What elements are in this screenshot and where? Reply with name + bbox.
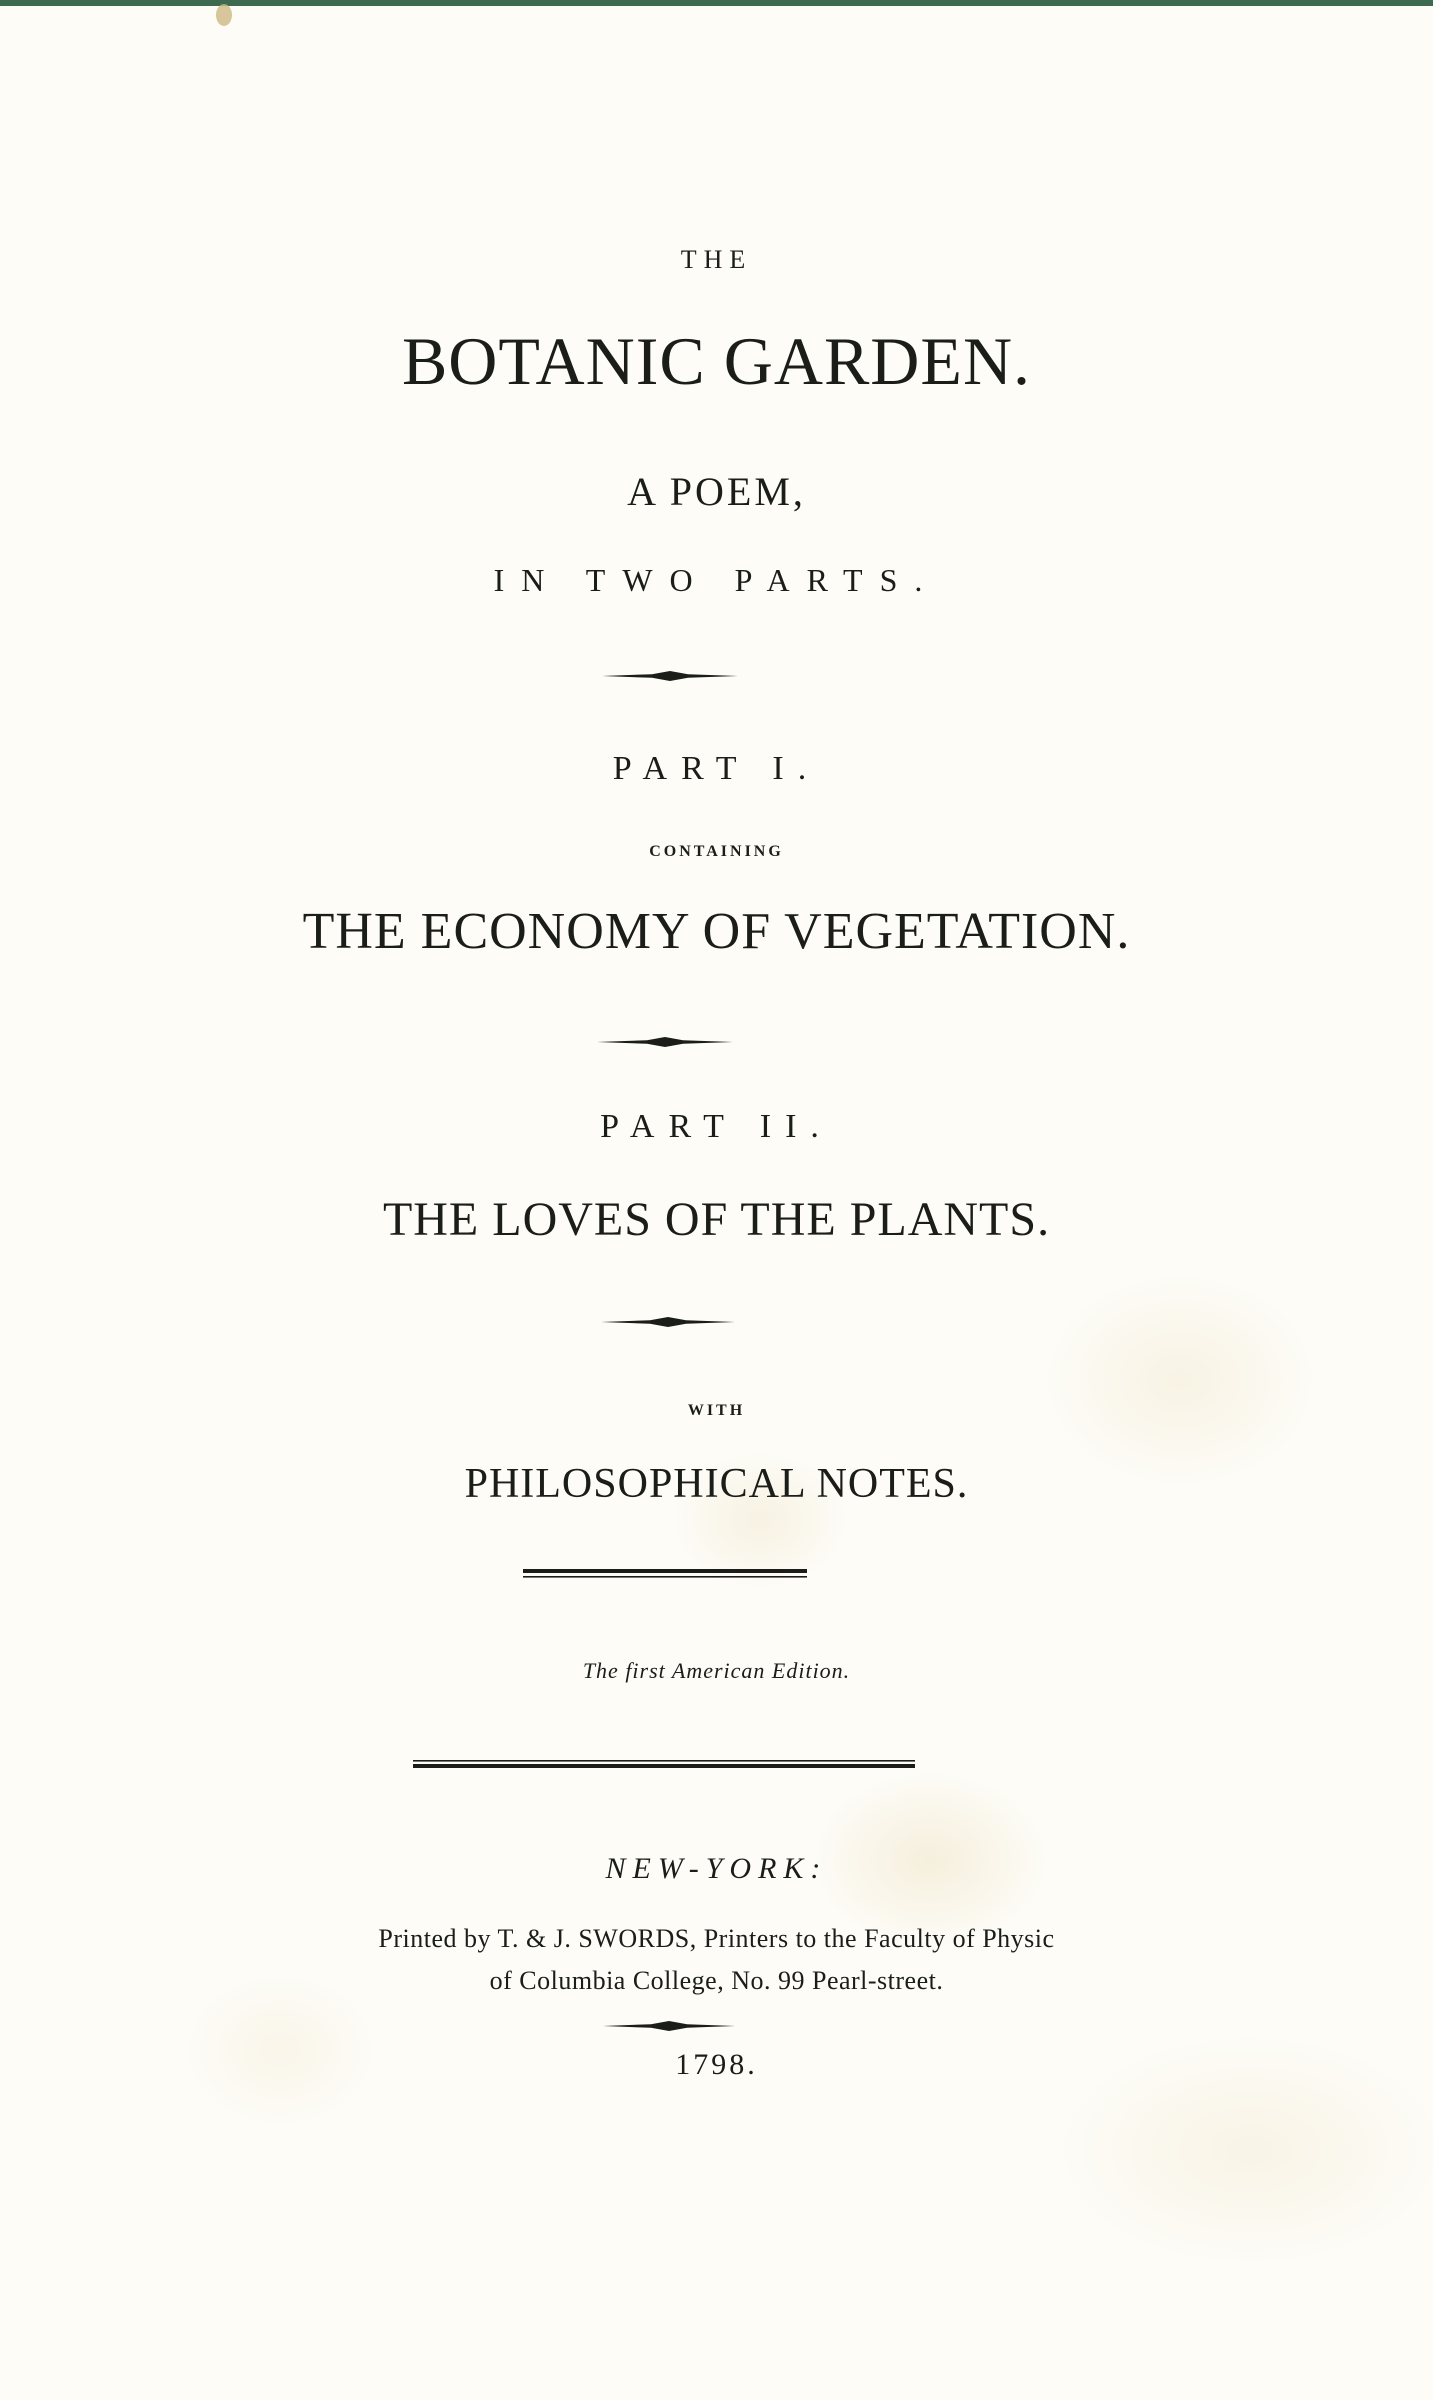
ornament-rule <box>601 1316 735 1328</box>
title-article: THE <box>680 245 753 274</box>
double-rule <box>523 1568 807 1580</box>
notes-connector: WITH <box>687 1402 746 1419</box>
part-one-heading: PART I. <box>612 750 821 787</box>
book-title: BOTANIC GARDEN. <box>401 323 1032 399</box>
ornament-rule <box>603 2020 735 2032</box>
part-two-heading: PART II. <box>600 1108 833 1145</box>
edition-note: The first American Edition. <box>582 1658 851 1683</box>
part-two-title: THE LOVES OF THE PLANTS. <box>382 1193 1051 1246</box>
foxing-spot <box>216 4 232 26</box>
notes-title: PHILOSOPHICAL NOTES. <box>464 1461 969 1507</box>
double-rule <box>413 1759 915 1771</box>
parts-line: IN TWO PARTS. <box>493 562 940 598</box>
imprint-place: NEW-YORK: <box>605 1852 828 1885</box>
part-one-connector: CONTAINING <box>649 843 784 860</box>
imprint-printer-line-1: Printed by T. & J. SWORDS, Printers to the Faculty of Physic <box>378 1924 1055 1953</box>
imprint-printer-line-2: of Columbia College, No. 99 Pearl-street. <box>489 1966 944 1995</box>
ornament-rule <box>597 1036 733 1048</box>
part-one-title: THE ECONOMY OF VEGETATION. <box>302 903 1131 960</box>
imprint-year: 1798. <box>675 2048 758 2081</box>
ornament-rule <box>602 670 738 682</box>
page-top-edge <box>0 0 1433 6</box>
book-subtitle: A POEM, <box>627 469 806 514</box>
